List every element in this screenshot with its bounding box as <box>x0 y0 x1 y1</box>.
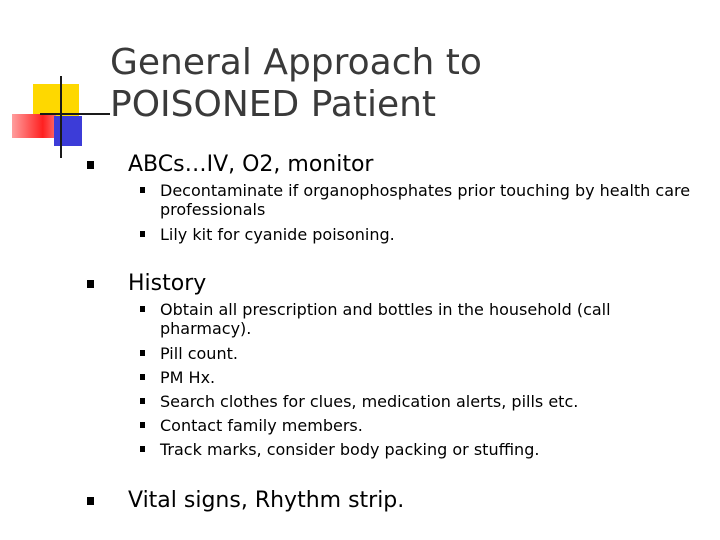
bullet-text: History <box>128 271 207 296</box>
sub-bullet-square-icon <box>140 350 145 356</box>
sub-bullet-text: Track marks, consider body packing or stuffing. <box>160 440 540 459</box>
logo-horizontal-line <box>40 113 110 115</box>
bullet-text: Vital signs, Rhythm strip. <box>128 488 405 513</box>
sub-bullet-square-icon <box>140 446 145 452</box>
logo-vertical-line <box>60 76 62 158</box>
decorative-logo <box>0 0 110 165</box>
sub-bullet-square-icon <box>140 187 145 193</box>
sub-bullet-search-clothes <box>160 392 700 411</box>
sub-bullet-text: Pill count. <box>160 344 238 363</box>
bullet-text: ABCs…IV, O2, monitor <box>128 152 374 177</box>
sub-bullet-lily-kit <box>160 225 700 244</box>
logo-red-bar <box>12 114 56 138</box>
title-line-2: POISONED Patient <box>110 84 437 125</box>
sub-bullet-square-icon <box>140 422 145 428</box>
sub-bullet-pm-hx <box>160 368 700 387</box>
sub-bullet-pill-count <box>160 344 700 363</box>
sub-bullet-text: Obtain all prescription and bottles in the household (call pharmacy). <box>160 300 611 338</box>
sub-bullet-text: Decontaminate if organophosphates prior touching by health care professionals <box>160 181 691 219</box>
sub-bullet-square-icon <box>140 306 145 312</box>
bullet-square-icon <box>87 497 94 505</box>
sub-bullet-text: Contact family members. <box>160 416 363 435</box>
bullet-square-icon <box>87 280 94 288</box>
bullet-history <box>128 271 206 297</box>
bullet-square-icon <box>87 161 94 169</box>
slide-title <box>110 42 670 126</box>
title-line-1: General Approach to <box>110 42 482 83</box>
sub-bullet-square-icon <box>140 398 145 404</box>
bullet-abcs <box>128 152 373 178</box>
sub-bullet-text: PM Hx. <box>160 368 216 387</box>
sub-bullet-track-marks <box>160 440 700 459</box>
sub-bullet-contact-family <box>160 416 700 435</box>
bullet-vital-signs <box>128 488 404 514</box>
sub-bullet-square-icon <box>140 374 145 380</box>
sub-bullet-text: Lily kit for cyanide poisoning. <box>160 225 395 244</box>
sub-bullet-square-icon <box>140 231 145 237</box>
sub-bullet-text: Search clothes for clues, medication alerts, pills etc. <box>160 392 579 411</box>
sub-bullet-decontaminate <box>160 181 700 219</box>
logo-blue-square <box>54 116 82 146</box>
sub-bullet-prescriptions <box>160 300 700 338</box>
